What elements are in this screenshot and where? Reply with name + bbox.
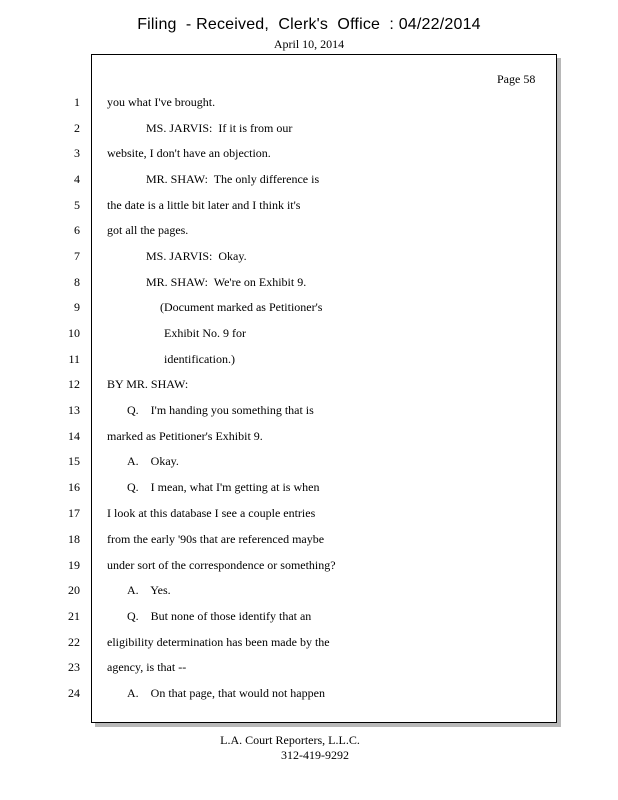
line-number: 11: [68, 352, 80, 366]
line-number: 10: [68, 326, 80, 340]
line-number: 9: [74, 300, 80, 314]
line-number: 17: [68, 506, 80, 520]
line-text: marked as Petitioner's Exhibit 9.: [107, 429, 263, 443]
line-text: A. Okay.: [127, 454, 179, 468]
line-text: you what I've brought.: [107, 95, 216, 109]
line-number: 7: [74, 249, 80, 263]
line-text: MR. SHAW: We're on Exhibit 9.: [146, 275, 307, 289]
page-number: Page 58: [497, 72, 536, 86]
line-text: Q. But none of those identify that an: [127, 609, 312, 623]
line-number: 5: [74, 198, 80, 212]
line-number: 19: [68, 558, 80, 572]
line-text: the date is a little bit later and I think it's: [107, 198, 301, 212]
line-text: (Document marked as Petitioner's: [160, 300, 323, 314]
line-number: 1: [74, 95, 80, 109]
line-text: Q. I mean, what I'm getting at is when: [127, 480, 320, 494]
line-text: got all the pages.: [107, 223, 189, 237]
line-text: MS. JARVIS: Okay.: [146, 249, 247, 263]
line-number: 22: [68, 635, 80, 649]
line-text: A. On that page, that would not happen: [127, 686, 325, 700]
line-number: 24: [68, 686, 80, 700]
line-text: MS. JARVIS: If it is from our: [146, 121, 293, 135]
line-text: website, I don't have an objection.: [107, 146, 271, 160]
line-text: eligibility determination has been made by the: [107, 635, 330, 649]
line-number: 16: [68, 480, 80, 494]
line-number: 20: [68, 583, 80, 597]
line-text: Exhibit No. 9 for: [164, 326, 246, 340]
line-number: 21: [68, 609, 80, 623]
line-text: identification.): [164, 352, 235, 366]
line-text: agency, is that --: [107, 660, 187, 674]
line-text: BY MR. SHAW:: [107, 377, 189, 391]
reporter-phone: 312-419-9292: [281, 748, 349, 762]
line-number: 6: [74, 223, 80, 237]
line-number: 8: [74, 275, 80, 289]
filing-stamp: Filing - Received, Clerk's Office : 04/22/2014: [137, 16, 481, 33]
line-text: I look at this database I see a couple entries: [107, 506, 316, 520]
line-text: Q. I'm handing you something that is: [127, 403, 314, 417]
line-number: 23: [68, 660, 80, 674]
line-text: A. Yes.: [127, 583, 171, 597]
line-number: 13: [68, 403, 80, 417]
reporter-company: L.A. Court Reporters, L.L.C.: [220, 733, 360, 747]
line-number: 18: [68, 532, 80, 546]
line-text: under sort of the correspondence or something?: [107, 558, 336, 572]
line-number: 2: [74, 121, 80, 135]
deposition-date: April 10, 2014: [273, 37, 345, 51]
line-number: 14: [68, 429, 80, 443]
line-text: MR. SHAW: The only difference is: [146, 172, 320, 186]
line-number: 3: [74, 146, 80, 160]
line-number: 4: [74, 172, 80, 186]
line-number: 12: [68, 377, 80, 391]
line-number: 15: [68, 454, 80, 468]
line-text: from the early '90s that are referenced maybe: [107, 532, 325, 546]
